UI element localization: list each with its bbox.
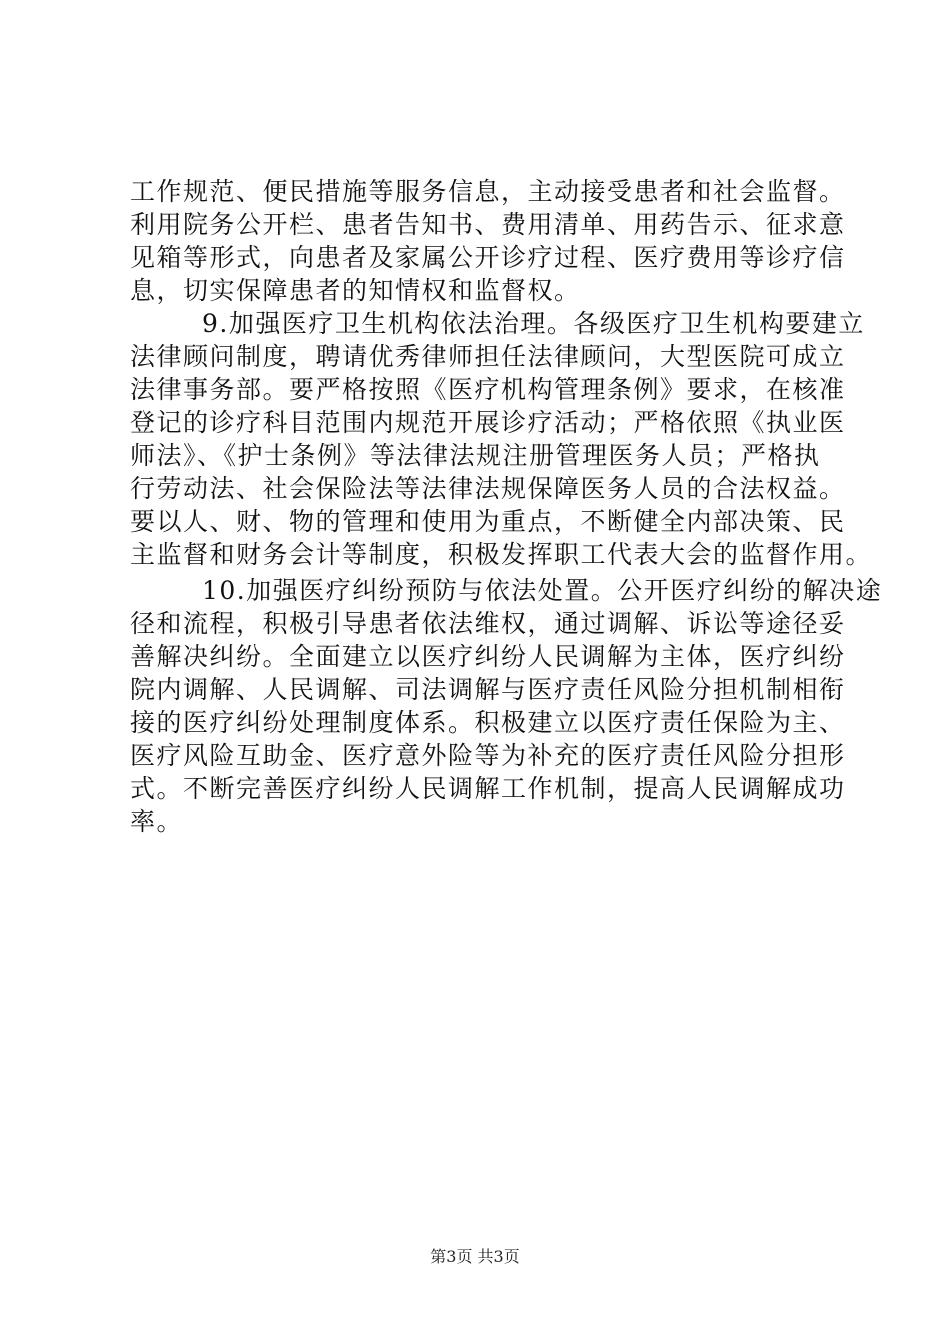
paragraph-block-section-10 <box>130 574 883 838</box>
page-footer <box>0 1244 950 1267</box>
paragraph-block-section-8-9 <box>130 175 873 571</box>
text-line: 善解决纠纷。全面建立以医疗纠纷人民调解为主体，医疗纠纷 <box>130 642 846 671</box>
text-line: 工作规范、便民措施等服务信息，主动接受患者和社会监督。 <box>130 177 846 206</box>
text-line: 接的医疗纠纷处理制度体系。积极建立以医疗责任保险为主、 <box>130 708 846 737</box>
text-line: 径和流程，积极引导患者依法维权，通过调解、诉讼等途径妥 <box>130 609 846 638</box>
text-line: 要以人、财、物的管理和使用为重点，不断健全内部决策、民 <box>130 507 846 536</box>
item-10-first-line: 10.加强医疗纠纷预防与依法处置。公开医疗纠纷的解决途 <box>202 576 883 605</box>
text-line: 登记的诊疗科目范围内规范开展诊疗活动；严格依照《执业医 <box>130 408 846 437</box>
text-line: 见箱等形式，向患者及家属公开诊疗过程、医疗费用等诊疗信 <box>130 243 846 272</box>
text-line: 主监督和财务会计等制度，积极发挥职工代表大会的监督作用。 <box>130 540 873 569</box>
text-line: 医疗风险互助金、医疗意外险等为补充的医疗责任风险分担形 <box>130 741 846 770</box>
text-line: 师法》、《护士条例》等法律法规注册管理医务人员；严格执 <box>130 441 821 470</box>
text-line: 率。 <box>130 807 184 836</box>
page-number-label: 第3页 共3页 <box>430 1247 520 1266</box>
text-line: 式。不断完善医疗纠纷人民调解工作机制，提高人民调解成功 <box>130 774 846 803</box>
text-line: 利用院务公开栏、患者告知书、费用清单、用药告示、征求意 <box>130 210 846 239</box>
text-line: 行劳动法、社会保险法等法律法规保障医务人员的合法权益。 <box>130 474 846 503</box>
text-line: 院内调解、人民调解、司法调解与医疗责任风险分担机制相衔 <box>130 675 846 704</box>
text-line: 法律顾问制度，聘请优秀律师担任法律顾问，大型医院可成立 <box>130 342 846 371</box>
text-line: 法律事务部。要严格按照《医疗机构管理条例》要求，在核准 <box>130 375 846 404</box>
text-line: 息，切实保障患者的知情权和监督权。 <box>130 276 581 305</box>
item-9-first-line: 9.加强医疗卫生机构依法治理。各级医疗卫生机构要建立 <box>202 309 865 338</box>
